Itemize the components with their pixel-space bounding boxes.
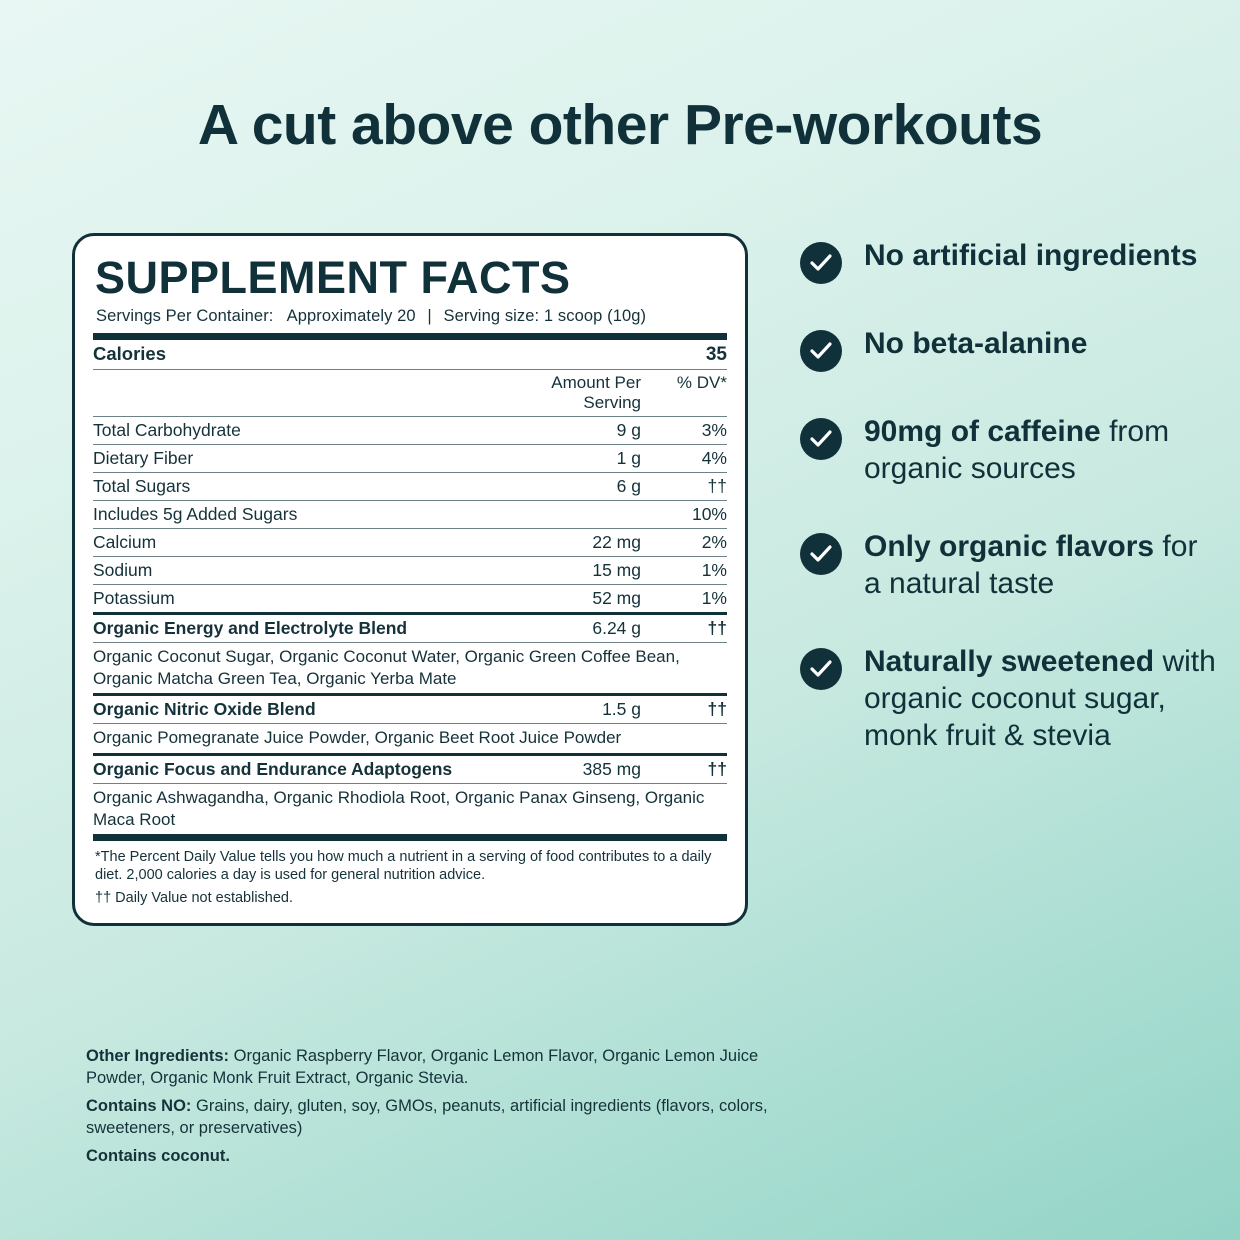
check-icon — [800, 648, 842, 690]
nutrient-amount: 22 mg — [491, 529, 641, 557]
calories-spacer — [491, 340, 641, 370]
benefit-strong: No beta-alanine — [864, 327, 1088, 360]
list-item — [800, 644, 1220, 754]
blend-dv: †† — [707, 758, 727, 779]
table-row — [93, 529, 727, 557]
servings-line — [96, 307, 727, 326]
benefit-rest: with organic coconut sugar, monk fruit & stevia — [864, 645, 1216, 752]
benefit-text — [864, 529, 1220, 602]
benefit-text — [864, 414, 1220, 487]
blend-amount: 385 mg — [582, 758, 641, 779]
blend-ingredients-row — [93, 643, 727, 694]
nutrient-amount: 1 g — [491, 445, 641, 473]
other-ingredients-block — [86, 1046, 776, 1174]
servings-separator: | — [427, 307, 432, 326]
blend-name: Organic Nitric Oxide Blend — [93, 699, 316, 720]
table-row — [93, 501, 727, 529]
blend-ingredients: Organic Pomegranate Juice Powder, Organic Beet Root Juice Powder — [93, 724, 727, 753]
contains-no-label: Contains NO: — [86, 1096, 192, 1115]
contains-no-line — [86, 1096, 776, 1140]
nutrient-name: Sodium — [93, 557, 491, 585]
nutrient-amount — [491, 501, 641, 529]
nutrient-amount: 6 g — [491, 473, 641, 501]
header-percent-dv: % DV* — [641, 370, 727, 417]
blend-name: Organic Energy and Electrolyte Blend — [93, 618, 408, 639]
other-ingredients-line — [86, 1046, 776, 1090]
blend-name: Organic Focus and Endurance Adaptogens — [93, 758, 453, 779]
table-row — [93, 445, 727, 473]
benefit-strong: No artificial ingredients — [864, 239, 1198, 272]
blend-table-1 — [93, 615, 727, 693]
page-title: A cut above other Pre-workouts — [197, 93, 1043, 157]
blend-dv: †† — [707, 699, 727, 720]
nutrient-dv: 1% — [641, 585, 727, 613]
nutrient-dv: 3% — [641, 417, 727, 445]
footnote-daily-value: *The Percent Daily Value tells you how much a nutrient in a serving of food contributes to a daily diet. 2,000 calories a day is used for general nutrition advice. — [95, 848, 712, 884]
check-icon — [800, 330, 842, 372]
servings-per-container-value: Approximately 20 — [286, 307, 416, 326]
benefit-strong: 90mg of caffeine — [864, 415, 1101, 448]
footnote-dv-not-established: †† Daily Value not established. — [95, 889, 294, 906]
other-ingredients-value: Organic Raspberry Flavor, Organic Lemon Flavor, Organic Lemon Juice Powder, Organic Monk Fruit Extract, Organic Stevia. — [86, 1047, 759, 1087]
benefit-text — [864, 326, 1087, 363]
blend-table-3 — [93, 756, 727, 834]
list-item — [800, 238, 1220, 284]
benefit-rest: from organic sources — [864, 415, 1170, 485]
blend-header-row — [93, 756, 727, 784]
nutrient-dv: 10% — [641, 501, 727, 529]
serving-size: Serving size: 1 scoop (10g) — [443, 307, 647, 326]
nutrient-name: Total Sugars — [93, 473, 491, 501]
servings-per-container-label: Servings Per Container: — [96, 307, 274, 326]
blend-amount: 6.24 g — [592, 618, 641, 639]
benefit-text — [864, 238, 1197, 275]
blend-amount: 1.5 g — [602, 699, 641, 720]
table-row — [93, 417, 727, 445]
blend-ingredients-row — [93, 724, 727, 753]
nutrient-amount: 9 g — [491, 417, 641, 445]
divider-thick-top — [93, 333, 727, 340]
list-item — [800, 326, 1220, 372]
calories-label: Calories — [93, 343, 167, 365]
nutrient-dv: 4% — [641, 445, 727, 473]
benefit-text — [864, 644, 1220, 754]
benefit-strong: Naturally sweetened — [864, 645, 1155, 679]
nutrient-dv: †† — [641, 473, 727, 501]
blend-ingredients: Organic Coconut Sugar, Organic Coconut Water, Organic Green Coffee Bean, Organic Matcha Green Tea, Organic Yerba Mate — [93, 643, 727, 694]
supplement-facts-card — [72, 233, 748, 926]
blend-ingredients: Organic Ashwagandha, Organic Rhodiola Root, Organic Panax Ginseng, Organic Maca Root — [93, 783, 727, 834]
list-item — [800, 529, 1220, 602]
blend-header-row — [93, 696, 727, 724]
table-row — [93, 585, 727, 613]
contains-no-value: Grains, dairy, gluten, soy, GMOs, peanuts, artificial ingredients (flavors, colors, sweeteners, or preservatives) — [86, 1096, 768, 1137]
nutrient-dv: 2% — [641, 529, 727, 557]
nutrient-name: Calcium — [93, 529, 491, 557]
divider-thick-bottom — [93, 834, 727, 841]
blend-table-2 — [93, 696, 727, 752]
list-item — [800, 414, 1220, 487]
benefit-rest: for a natural taste — [864, 530, 1198, 600]
contains-coconut-label: Contains coconut. — [86, 1146, 230, 1165]
footnotes — [93, 841, 727, 914]
blend-ingredients-row — [93, 783, 727, 834]
nutrient-amount: 52 mg — [491, 585, 641, 613]
blend-header-row — [93, 615, 727, 643]
header-blank — [93, 370, 491, 417]
check-icon — [800, 533, 842, 575]
calories-row — [93, 340, 727, 370]
other-ingredients-label: Other Ingredients: — [86, 1047, 230, 1065]
benefits-list — [800, 238, 1220, 796]
check-icon — [800, 418, 842, 460]
contains-line — [86, 1146, 776, 1168]
table-row — [93, 557, 727, 585]
header-amount-per-serving: Amount Per Serving — [491, 370, 641, 417]
nutrient-name: Potassium — [93, 585, 491, 613]
table-header-row — [93, 370, 727, 417]
blend-dv: †† — [707, 618, 727, 639]
table-row — [93, 473, 727, 501]
nutrient-amount: 15 mg — [491, 557, 641, 585]
nutrition-table — [93, 340, 727, 612]
benefit-strong: Only organic flavors — [864, 530, 1155, 564]
nutrient-name: Dietary Fiber — [93, 445, 491, 473]
check-icon — [800, 242, 842, 284]
nutrient-name: Includes 5g Added Sugars — [93, 501, 491, 529]
calories-value: 35 — [705, 344, 727, 366]
supplement-facts-title: SUPPLEMENT FACTS — [95, 252, 571, 303]
nutrient-dv: 1% — [641, 557, 727, 585]
nutrient-name: Total Carbohydrate — [93, 417, 491, 445]
